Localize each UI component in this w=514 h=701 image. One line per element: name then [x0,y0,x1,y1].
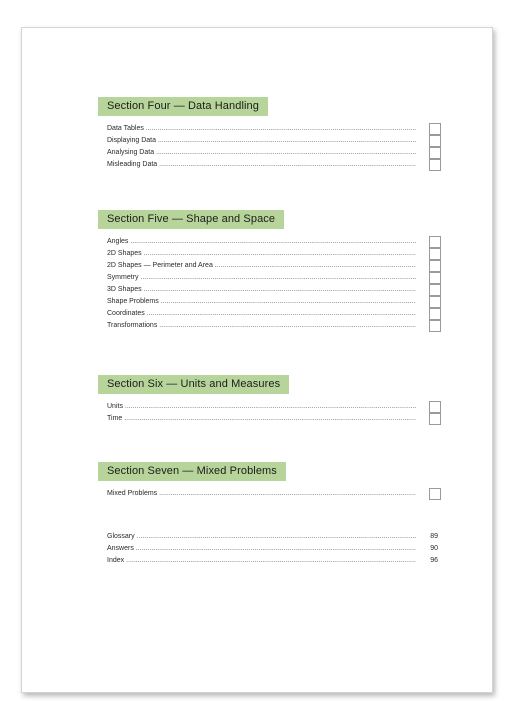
entry-label: Index ..... [107,555,416,567]
entry-label: 2D Shapes — Perimeter and Area ..... [107,260,416,272]
checkbox[interactable] [429,123,441,135]
entry-label: Shape Problems ..... [107,296,416,308]
entry-label: 3D Shapes ..... [107,284,416,296]
entry-page: 96 [430,557,438,564]
entry-label: Analysing Data ..... [107,147,416,159]
toc-list [98,236,462,332]
toc-entry[interactable] [98,320,462,332]
section-four [98,96,462,171]
entry-page: 90 [430,545,438,552]
toc-list [98,401,462,425]
entry-page: 89 [430,533,438,540]
entry-label: Answers ..... [107,543,416,555]
toc-entry[interactable] [98,272,462,284]
toc-entry[interactable] [98,308,462,320]
checkbox[interactable] [429,248,441,260]
toc-entry[interactable] [98,413,462,425]
toc-list [98,488,462,500]
toc-entry[interactable] [98,159,462,171]
checkbox[interactable] [429,320,441,332]
entry-label: Misleading Data ..... [107,159,416,171]
checkbox[interactable] [429,159,441,171]
checkbox[interactable] [429,401,441,413]
toc-entry[interactable] [98,543,462,555]
entry-label: Time ..... [107,413,416,425]
document-page [21,27,493,693]
toc-list [98,123,462,171]
toc-entry[interactable] [98,236,462,248]
checkbox[interactable] [429,147,441,159]
entry-label: Data Tables ..... [107,123,416,135]
appendix-list [98,531,462,567]
toc-entry[interactable] [98,531,462,543]
toc-entry[interactable] [98,401,462,413]
entry-label: Angles ..... [107,236,416,248]
toc-entry[interactable] [98,135,462,147]
entry-label: Displaying Data ..... [107,135,416,147]
checkbox[interactable] [429,296,441,308]
section-title: Section Five — Shape and Space [98,210,284,229]
checkbox[interactable] [429,308,441,320]
checkbox[interactable] [429,236,441,248]
section-title: Section Six — Units and Measures [98,375,289,394]
entry-label: Units ..... [107,401,416,413]
toc-entry[interactable] [98,123,462,135]
toc-entry[interactable] [98,488,462,500]
toc-entry[interactable] [98,284,462,296]
toc-entry[interactable] [98,248,462,260]
checkbox[interactable] [429,260,441,272]
entry-label: Transformations ..... [107,320,416,332]
checkbox[interactable] [429,135,441,147]
entry-label: 2D Shapes ..... [107,248,416,260]
entry-label: Glossary ..... [107,531,416,543]
checkbox[interactable] [429,284,441,296]
section-title: Section Four — Data Handling [98,97,268,116]
checkbox[interactable] [429,272,441,284]
entry-label: Coordinates ..... [107,308,416,320]
checkbox[interactable] [429,488,441,500]
toc-entry[interactable] [98,296,462,308]
section-title: Section Seven — Mixed Problems [98,462,286,481]
entry-label: Symmetry ..... [107,272,416,284]
checkbox[interactable] [429,413,441,425]
toc-entry[interactable] [98,555,462,567]
section-six [98,374,462,425]
toc-entry[interactable] [98,147,462,159]
toc-entry[interactable] [98,260,462,272]
section-seven [98,461,462,500]
section-five [98,209,462,332]
entry-label: Mixed Problems ..... [107,488,416,500]
